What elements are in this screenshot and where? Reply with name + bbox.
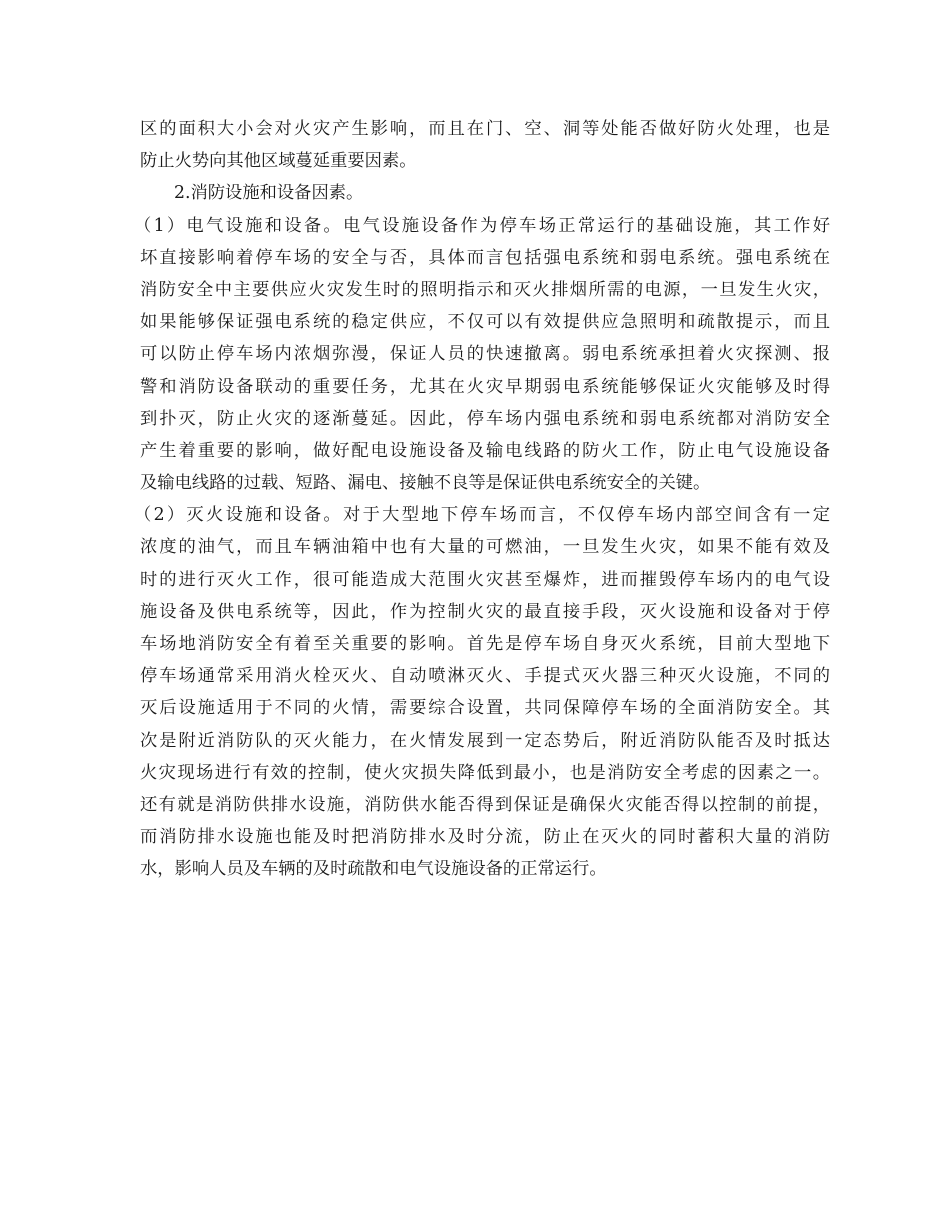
text-line: （1）电气设施和设备。电气设施设备作为停车场正常运行的基础设施，其工作好 [134, 215, 830, 236]
text-line: 水，影响人员及车辆的及时疏散和电气设施设备的正常运行。 [140, 859, 607, 880]
text-line: 如果能够保证强电系统的稳定供应，不仅可以有效提供应急照明和疏散提示，而且 [140, 312, 830, 333]
text-line: 灭后设施适用于不同的火情，需要综合设置，共同保障停车场的全面消防安全。其 [140, 698, 830, 719]
text-line: 次是附近消防队的灭火能力，在火情发展到一定态势后，附近消防队能否及时抵达 [140, 730, 830, 751]
text-line: 还有就是消防供排水设施，消防供水能否得到保证是确保火灾能否得以控制的前提， [140, 794, 830, 815]
text-line: 到扑灭，防止火灾的逐渐蔓延。因此，停车场内强电系统和弱电系统都对消防安全 [140, 408, 830, 429]
text-line: 浓度的油气，而且车辆油箱中也有大量的可燃油，一旦发生火灾，如果不能有效及 [140, 537, 830, 558]
text-line: 产生着重要的影响，做好配电设施设备及输电线路的防火工作，防止电气设施设备 [140, 440, 830, 461]
text-line: （2）灭火设施和设备。对于大型地下停车场而言，不仅停车场内部空间含有一定 [134, 505, 830, 526]
section-heading: 2.消防设施和设备因素。 [174, 183, 364, 204]
text-line: 及输电线路的过载、短路、漏电、接触不良等是保证供电系统安全的关键。 [140, 473, 711, 494]
text-line: 防止火势向其他区域蔓延重要因素。 [140, 151, 417, 172]
text-line: 车场地消防安全有着至关重要的影响。首先是停车场自身灭火系统，目前大型地下 [140, 634, 830, 654]
text-line: 坏直接影响着停车场的安全与否，具体而言包括强电系统和弱电系统。强电系统在 [140, 247, 830, 268]
text-line: 消防安全中主要供应火灾发生时的照明指示和灭火排烟所需的电源，一旦发生火灾， [140, 279, 830, 300]
text-line: 火灾现场进行有效的控制，使火灾损失降低到最小，也是消防安全考虑的因素之一。 [140, 762, 830, 783]
document-body [134, 113, 830, 886]
text-line: 时的进行灭火工作，很可能造成大范围火灾甚至爆炸，进而摧毁停车场内的电气设 [140, 569, 830, 590]
text-line: 警和消防设备联动的重要任务，尤其在火灾早期弱电系统能够保证火灾能够及时得 [140, 376, 830, 397]
text-line: 停车场通常采用消火栓灭火、自动喷淋灭火、手提式灭火器三种灭火设施，不同的 [140, 666, 830, 687]
text-line: 施设备及供电系统等，因此，作为控制火灾的最直接手段，灭火设施和设备对于停 [140, 601, 830, 622]
text-line: 区的面积大小会对火灾产生影响，而且在门、空、洞等处能否做好防火处理，也是 [140, 119, 830, 139]
text-line: 而消防排水设施也能及时把消防排水及时分流，防止在灭火的同时蓄积大量的消防 [140, 827, 830, 848]
text-line: 可以防止停车场内浓烟弥漫，保证人员的快速撤离。弱电系统承担着火灾探测、报 [140, 344, 830, 365]
